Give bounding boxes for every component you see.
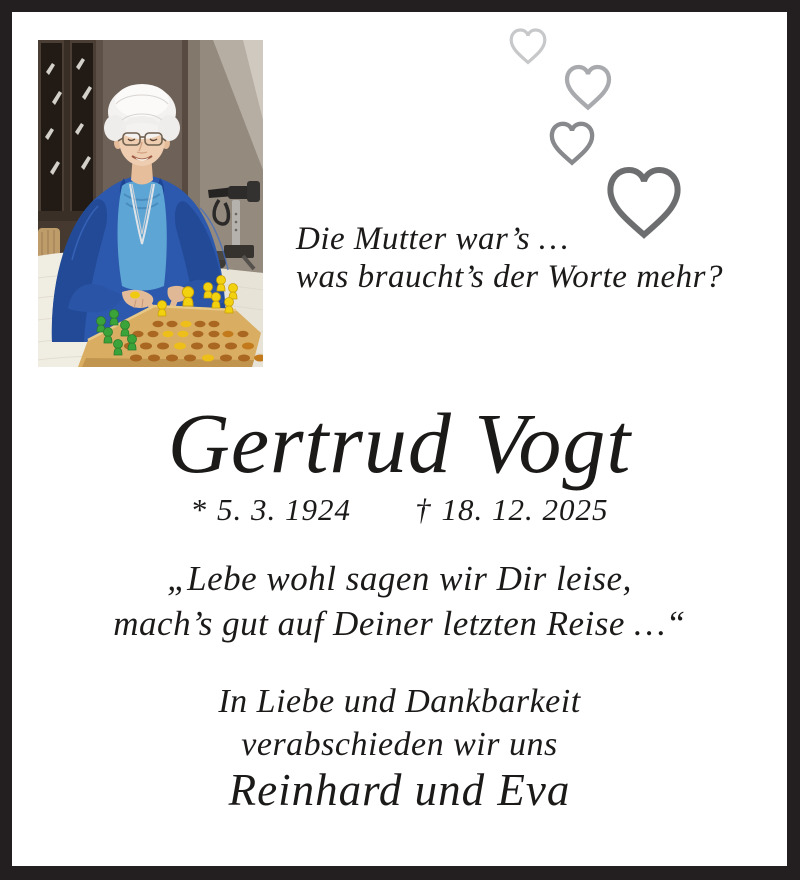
farewell-line-1: In Liebe und Dankbarkeit [218, 683, 581, 720]
epigraph-line-1: Die Mutter war’s … [296, 221, 569, 257]
heart-icon [511, 30, 545, 62]
birth-date [191, 492, 352, 528]
epigraph-line-2: was braucht’s der Worte mehr? [296, 259, 724, 295]
mourners-names: Reinhard und Eva [228, 765, 571, 815]
verse-line-2: mach’s gut auf Deiner letzten Reise …“ [113, 604, 686, 643]
death-date-value: 18. 12. 2025 [441, 492, 609, 527]
farewell-statement [12, 680, 787, 766]
deceased-name: Gertrud Vogt [167, 395, 632, 491]
born-symbol: * [190, 492, 207, 527]
death-date [415, 492, 609, 528]
hearts-decoration [495, 25, 695, 240]
portrait-photo [38, 40, 263, 367]
birth-date-value: 5. 3. 1924 [217, 492, 351, 527]
farewell-verse [12, 556, 787, 646]
life-dates [12, 492, 787, 528]
died-symbol: † [415, 492, 432, 527]
heart-icon [567, 67, 609, 108]
epigraph [296, 220, 723, 296]
heart-icon [552, 124, 592, 163]
verse-line-1: „Lebe wohl sagen wir Dir leise, [167, 559, 632, 598]
farewell-line-2: verabschieden wir uns [241, 726, 558, 763]
